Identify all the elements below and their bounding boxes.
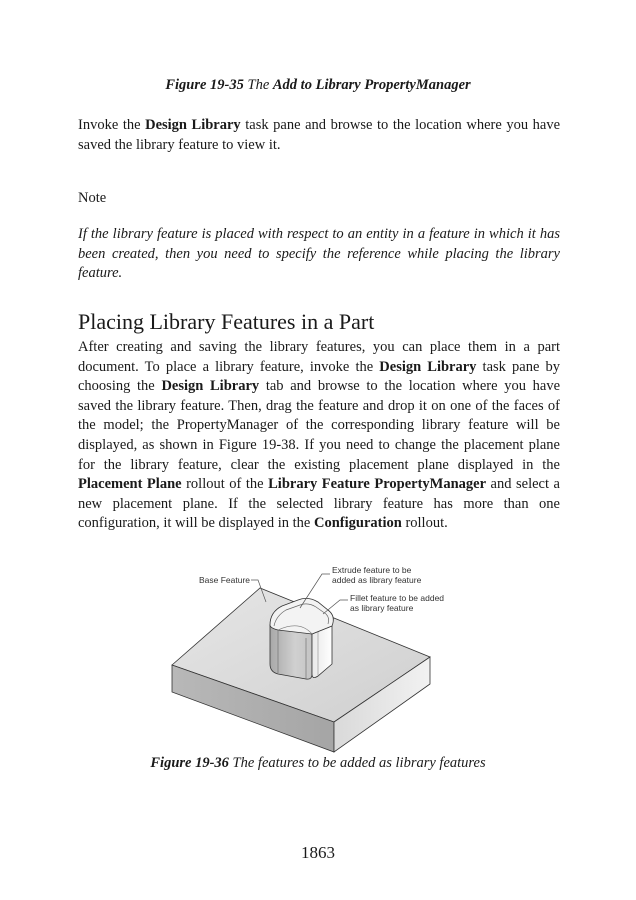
caption-text: The (243, 77, 273, 93)
bold-term: Design Library (145, 117, 241, 133)
extrude-label-line1: Extrude feature to be (332, 565, 412, 575)
extrude-label-line2: added as library feature (332, 575, 422, 585)
bold-term: Configuration (313, 515, 402, 532)
text-run: rollout of the (181, 476, 269, 493)
figure-illustration (160, 560, 480, 760)
note-text: If the library feature is placed with respect to an entity in a feature in which it has been created, then you need to specify the reference while placing the library feature. (78, 226, 560, 282)
bold-term: Design Library (161, 378, 260, 395)
text-run: and select a new placement plane. If the selected library feature has more than one configuration, it will be displayed in the (78, 476, 560, 532)
figure-caption-bottom (0, 755, 636, 772)
invoke-paragraph (78, 116, 560, 155)
fillet-label-line2: as library feature (350, 603, 414, 613)
text-run: rollout. (401, 515, 448, 532)
section-heading: Placing Library Features in a Part (78, 309, 375, 334)
fillet-label-line1: Fillet feature to be added (350, 593, 445, 603)
figure-label: Figure 19-35 (165, 77, 244, 93)
bold-term: Placement Plane (78, 476, 182, 493)
text-run: After creating and saving the library features, you can place them in a part document. To place a library feature, invoke the (78, 339, 560, 375)
bold-term: Library Feature PropertyManager (268, 476, 487, 493)
base-feature-label: Base Feature (198, 575, 250, 585)
text-run: task pane and browse to the location where you have saved the library feature to view it. (78, 117, 561, 153)
text-run: task pane by choosing the (78, 358, 561, 395)
section-paragraph (78, 338, 560, 534)
bold-term: Design Library (379, 358, 477, 375)
figure-caption-top (0, 77, 636, 94)
text-run: Invoke the (78, 117, 146, 133)
text-run: tab and browse to the location where you have saved the library feature. Then, drag the feature and drop it on one of the faces of the model; the PropertyManager of the corresponding library feature will be displayed, as shown in Figure 19-38. If you need to change the placement plane for the library feature, clear the existing placement plane displayed in the (78, 378, 561, 473)
note-label: Note (78, 190, 107, 206)
caption-bold-text: Add to Library PropertyManager (272, 77, 471, 93)
page-number: 1863 (301, 843, 335, 862)
extrude-boss (270, 598, 333, 679)
caption-text: The features to be added as library features (228, 755, 486, 771)
figure-label: Figure 19-36 (150, 755, 229, 771)
